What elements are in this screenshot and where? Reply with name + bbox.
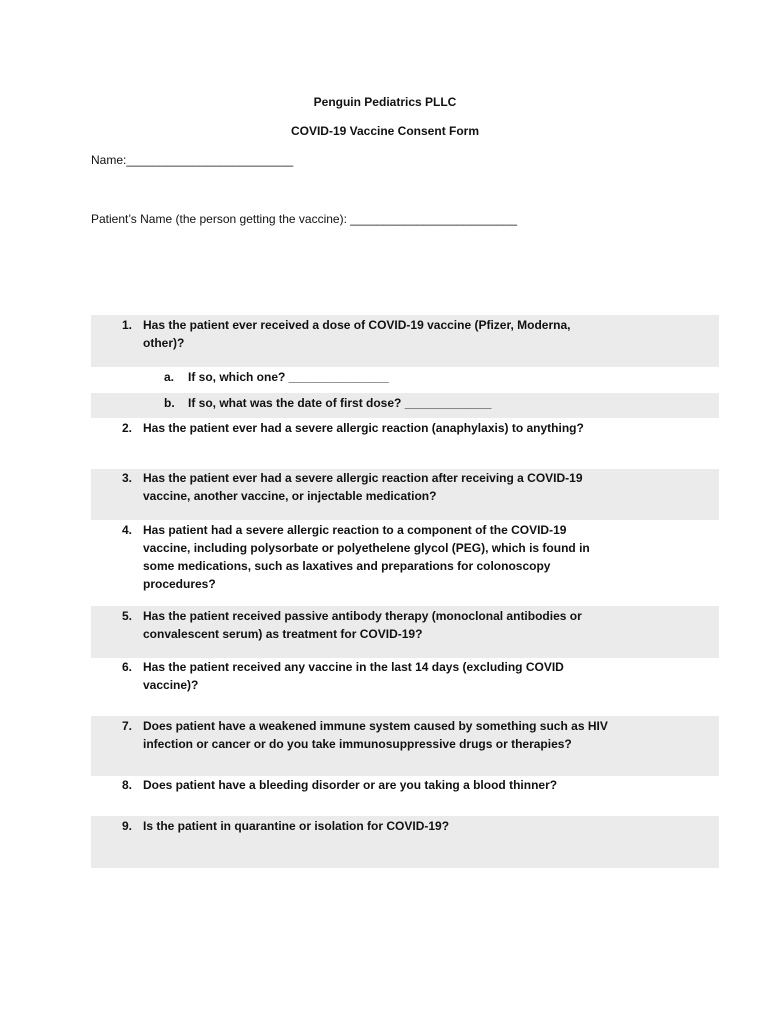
question-text-line: Has the patient received passive antibody therapy (monoclonal antibodies or — [143, 609, 582, 623]
question-number: 3. — [121, 471, 132, 485]
subquestion-text[interactable]: If so, what was the date of first dose? _____________ — [188, 396, 492, 410]
question-text-line: some medications, such as laxatives and preparations for colonoscopy — [143, 559, 551, 573]
subquestion-letter: b. — [164, 396, 175, 410]
question-number: 5. — [121, 609, 132, 623]
question-text-line: vaccine, including polysorbate or polyethelene glycol (PEG), which is found in — [143, 541, 590, 555]
question-text-line: vaccine)? — [143, 678, 199, 692]
question-text-line: Does patient have a bleeding disorder or are you taking a blood thinner? — [143, 778, 558, 792]
name-field[interactable]: Name:_________________________ — [91, 153, 294, 167]
subquestion-letter: a. — [164, 370, 175, 384]
practice-name: Penguin Pediatrics PLLC — [313, 95, 457, 109]
question-text-line: Has patient had a severe allergic reaction to a component of the COVID-19 — [143, 523, 567, 537]
question-text-line: Has the patient received any vaccine in the last 14 days (excluding COVID — [143, 660, 564, 674]
question-text-line: convalescent serum) as treatment for COVID-19? — [143, 627, 423, 641]
form-title: COVID-19 Vaccine Consent Form — [290, 124, 480, 138]
question-text-line: procedures? — [143, 577, 216, 591]
question-number: 6. — [121, 660, 132, 674]
question-number: 1. — [121, 318, 132, 332]
question-text-line: other)? — [143, 336, 185, 350]
question-text-line: Has the patient ever had a severe allergic reaction (anaphylaxis) to anything? — [143, 421, 584, 435]
question-text-line: Is the patient in quarantine or isolation for COVID-19? — [143, 819, 450, 833]
question-number: 2. — [121, 421, 132, 435]
patient-name-field[interactable]: Patient’s Name (the person getting the vaccine): _________________________ — [91, 212, 518, 226]
question-number: 7. — [121, 719, 132, 733]
subquestion-text[interactable]: If so, which one? _______________ — [188, 370, 389, 384]
question-text-line: Has the patient ever received a dose of COVID-19 vaccine (Pfizer, Moderna, — [143, 318, 571, 332]
question-number: 4. — [121, 523, 132, 537]
question-text-line: Does patient have a weakened immune system caused by something such as HIV — [143, 719, 608, 733]
question-text-line: vaccine, another vaccine, or injectable medication? — [143, 489, 437, 503]
question-number: 8. — [121, 778, 132, 792]
question-text-line: Has the patient ever had a severe allergic reaction after receiving a COVID-19 — [143, 471, 583, 485]
question-number: 9. — [121, 819, 132, 833]
question-text-line: infection or cancer or do you take immunosuppressive drugs or therapies? — [143, 737, 572, 751]
